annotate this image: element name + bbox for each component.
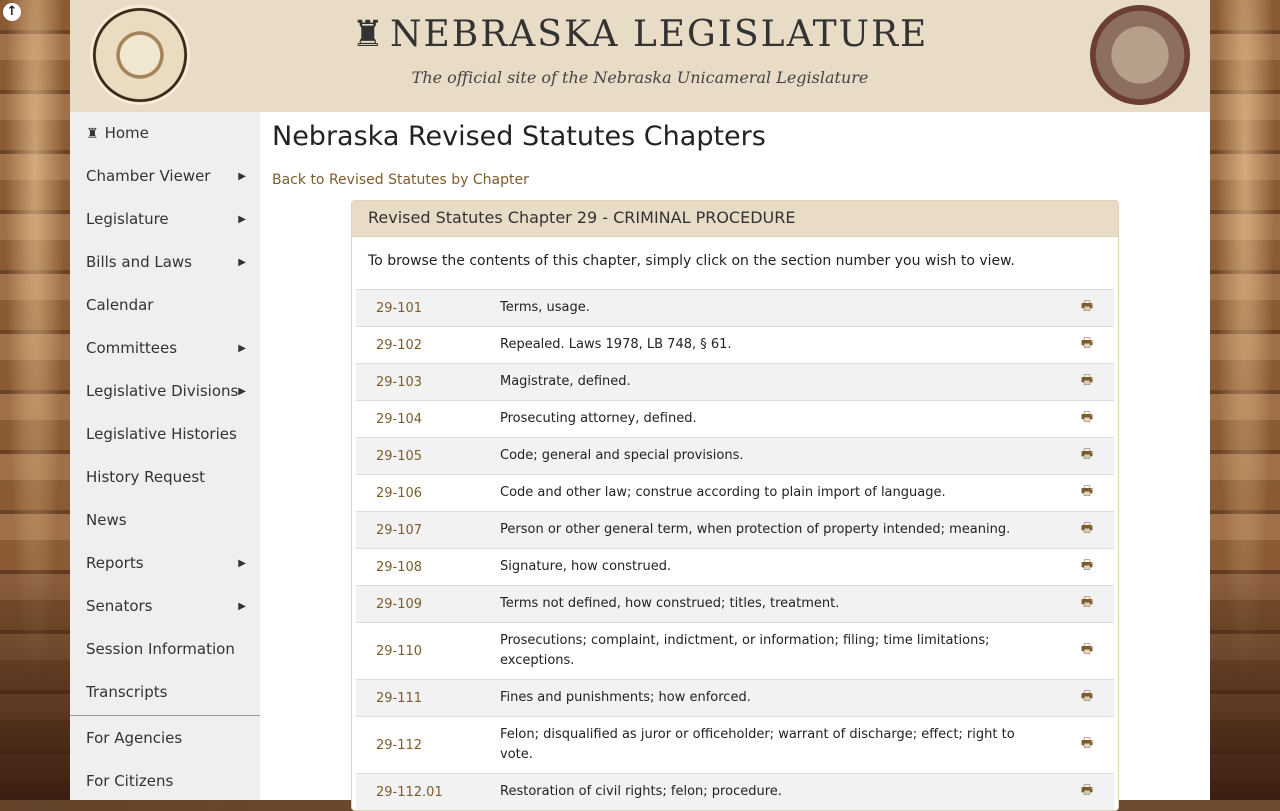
print-icon[interactable]: 🖶 xyxy=(1080,521,1094,536)
table-row xyxy=(356,773,1114,810)
site-tagline: The official site of the Nebraska Unicameral Legislature xyxy=(411,68,869,87)
sidebar-item-transcripts[interactable] xyxy=(70,671,260,714)
print-icon[interactable]: 🖶 xyxy=(1080,642,1094,657)
sidebar-item-label: History Request xyxy=(86,468,206,486)
print-icon[interactable]: 🖶 xyxy=(1080,373,1094,388)
sidebar-item-committees[interactable] xyxy=(70,327,260,370)
section-description: Fines and punishments; how enforced. xyxy=(500,690,751,705)
site-title[interactable] xyxy=(70,14,1210,55)
chapter-panel xyxy=(351,200,1119,811)
print-icon[interactable]: 🖶 xyxy=(1080,410,1094,425)
table-row xyxy=(356,716,1114,773)
sidebar-item-chamber-viewer[interactable] xyxy=(70,155,260,198)
background-right xyxy=(1210,0,1280,800)
table-row xyxy=(356,585,1114,622)
section-number-link[interactable]: 29-107 xyxy=(376,522,423,538)
section-number-link[interactable]: 29-108 xyxy=(376,559,423,575)
sidebar-item-for-agencies[interactable] xyxy=(70,717,260,760)
section-description: Person or other general term, when protection of property intended; meaning. xyxy=(500,522,1011,537)
page-frame xyxy=(70,0,1210,800)
print-icon[interactable]: 🖶 xyxy=(1080,484,1094,499)
sidebar-item-label: Transcripts xyxy=(86,683,168,701)
statute-table xyxy=(356,289,1114,810)
sidebar-item-legislature[interactable] xyxy=(70,198,260,241)
sidebar-item-label: Calendar xyxy=(86,296,154,314)
table-row xyxy=(356,326,1114,363)
section-description: Magistrate, defined. xyxy=(500,374,631,389)
dome-icon: ♜ xyxy=(86,126,99,142)
table-row xyxy=(356,679,1114,716)
sidebar-item-reports[interactable] xyxy=(70,542,260,585)
section-number-link[interactable]: 29-103 xyxy=(376,374,423,390)
caret-right-icon: ▶ xyxy=(238,558,246,569)
section-description: Terms, usage. xyxy=(500,300,590,315)
sidebar-item-legislative-histories[interactable] xyxy=(70,413,260,456)
section-description: Felon; disqualified as juror or officeholder; warrant of discharge; effect; right to vote. xyxy=(500,727,1015,762)
section-number-link[interactable]: 29-104 xyxy=(376,411,423,427)
caret-right-icon: ▶ xyxy=(238,214,246,225)
sidebar-item-news[interactable] xyxy=(70,499,260,542)
print-icon[interactable]: 🖶 xyxy=(1080,336,1094,351)
caret-right-icon: ▶ xyxy=(238,343,246,354)
table-row xyxy=(356,400,1114,437)
section-number-link[interactable]: 29-112.01 xyxy=(376,784,443,800)
sidebar-nav xyxy=(70,112,260,800)
caret-right-icon: ▶ xyxy=(238,386,246,397)
print-icon[interactable]: 🖶 xyxy=(1080,595,1094,610)
table-row xyxy=(356,548,1114,585)
panel-heading: Revised Statutes Chapter 29 - CRIMINAL PROCEDURE xyxy=(352,201,1118,237)
sidebar-item-label: For Agencies xyxy=(86,729,183,747)
section-description: Code; general and special provisions. xyxy=(500,448,744,463)
table-row xyxy=(356,474,1114,511)
print-icon[interactable]: 🖶 xyxy=(1080,299,1094,314)
dome-icon: ♜ xyxy=(351,14,386,55)
sidebar-item-label: News xyxy=(86,511,127,529)
section-description: Prosecutions; complaint, indictment, or information; filing; time limitations; exceptions. xyxy=(500,633,990,668)
section-number-link[interactable]: 29-105 xyxy=(376,448,423,464)
section-number-link[interactable]: 29-106 xyxy=(376,485,423,501)
caret-right-icon: ▶ xyxy=(238,257,246,268)
table-row xyxy=(356,363,1114,400)
legislature-seal-logo[interactable] xyxy=(1090,5,1190,105)
section-number-link[interactable]: 29-102 xyxy=(376,337,423,353)
section-description: Restoration of civil rights; felon; procedure. xyxy=(500,784,782,799)
section-description: Repealed. Laws 1978, LB 748, § 61. xyxy=(500,337,732,352)
print-icon[interactable]: 🖶 xyxy=(1080,558,1094,573)
sidebar-item-calendar[interactable] xyxy=(70,284,260,327)
table-row xyxy=(356,437,1114,474)
print-icon[interactable]: 🖶 xyxy=(1080,447,1094,462)
sidebar-item-senators[interactable] xyxy=(70,585,260,628)
sidebar-item-label: Legislative Histories xyxy=(86,425,237,443)
table-row xyxy=(356,622,1114,679)
section-description: Prosecuting attorney, defined. xyxy=(500,411,697,426)
sidebar-item-label: Senators xyxy=(86,597,153,615)
sidebar-item-label: Bills and Laws xyxy=(86,253,192,271)
section-description: Terms not defined, how construed; titles, treatment. xyxy=(500,596,840,611)
back-to-chapters-link[interactable]: Back to Revised Statutes by Chapter xyxy=(272,172,529,188)
sidebar-item-label: Chamber Viewer xyxy=(86,167,211,185)
background-left xyxy=(0,0,70,800)
section-description: Signature, how construed. xyxy=(500,559,672,574)
sidebar-item-label: Session Information xyxy=(86,640,235,658)
caret-right-icon: ▶ xyxy=(238,601,246,612)
panel-intro: To browse the contents of this chapter, simply click on the section number you wish to view. xyxy=(368,253,1015,269)
section-number-link[interactable]: 29-101 xyxy=(376,300,423,316)
sidebar-divider xyxy=(70,715,260,716)
sidebar-item-label: Reports xyxy=(86,554,144,572)
main-content xyxy=(272,112,1210,800)
back-to-top-icon[interactable]: ↑ xyxy=(3,3,21,21)
sidebar-item-legislative-divisions[interactable] xyxy=(70,370,260,413)
sidebar-item-home[interactable] xyxy=(70,112,260,155)
section-description: Code and other law; construe according to plain import of language. xyxy=(500,485,946,500)
sidebar-item-session-information[interactable] xyxy=(70,628,260,671)
section-number-link[interactable]: 29-112 xyxy=(376,737,423,753)
caret-right-icon: ▶ xyxy=(238,171,246,182)
sidebar-item-bills-and-laws[interactable] xyxy=(70,241,260,284)
section-number-link[interactable]: 29-111 xyxy=(376,690,423,706)
sidebar-item-label: Home xyxy=(104,124,149,142)
site-header xyxy=(70,0,1210,112)
site-title-text: NEBRASKA LEGISLATURE xyxy=(389,14,929,55)
sidebar-item-label: Committees xyxy=(86,339,178,357)
table-row xyxy=(356,511,1114,548)
sidebar-item-label: For Citizens xyxy=(86,772,174,790)
print-icon[interactable]: 🖶 xyxy=(1080,689,1094,704)
sidebar-item-label: Legislature xyxy=(86,210,169,228)
section-number-link[interactable]: 29-110 xyxy=(376,643,423,659)
sidebar-item-history-request[interactable] xyxy=(70,456,260,499)
sidebar-item-label: Legislative Divisions xyxy=(86,382,239,400)
sidebar-item-for-citizens[interactable] xyxy=(70,760,260,803)
section-number-link[interactable]: 29-109 xyxy=(376,596,423,612)
page-title: Nebraska Revised Statutes Chapters xyxy=(272,121,766,152)
table-row xyxy=(356,289,1114,326)
print-icon[interactable]: 🖶 xyxy=(1080,783,1094,798)
print-icon[interactable]: 🖶 xyxy=(1080,736,1094,751)
